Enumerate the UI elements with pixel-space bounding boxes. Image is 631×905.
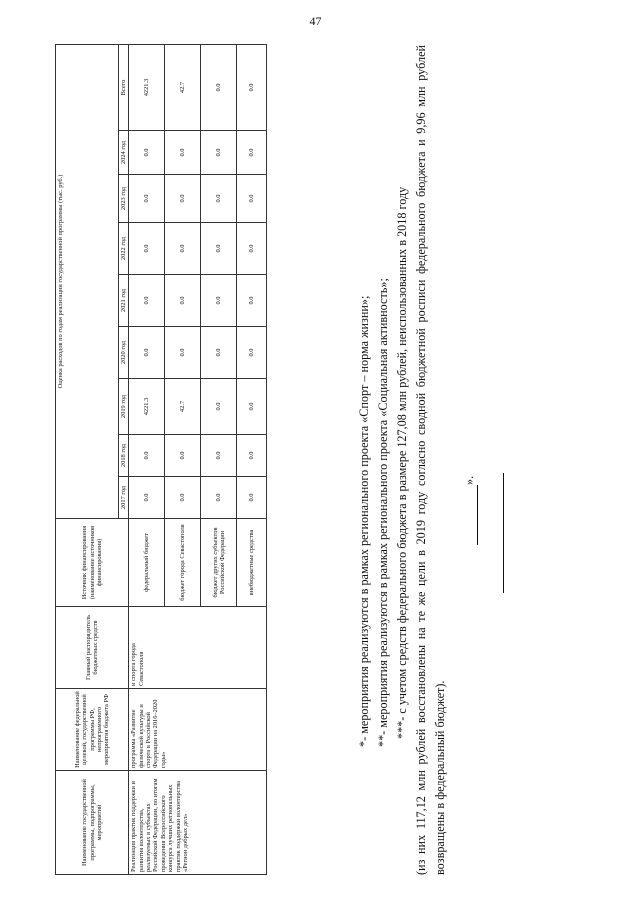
value-cell: 42.7 (165, 379, 201, 435)
value-cell: 0.0 (201, 223, 237, 275)
budget-table (55, 44, 267, 875)
activity-name-cell: Реализация практик поддержки и развития волонтерства, реализуемых в субъектах Российской Федерации, по итогам проведения Всероссийского конкурса лучших региональных практик поддержки волонтерства «Регион добрых дел» (129, 771, 267, 875)
header-year: 2023 год (119, 175, 129, 223)
total-cell: 0.0 (237, 44, 267, 130)
source-cell: бюджет города Севастополя (165, 519, 201, 607)
value-cell: 0.0 (237, 435, 267, 477)
end-rule (502, 473, 504, 593)
value-cell: 0.0 (165, 435, 201, 477)
value-cell: 0.0 (129, 175, 165, 223)
value-cell: 0.0 (129, 435, 165, 477)
header-year: 2018 год (119, 435, 129, 477)
value-cell: 0.0 (201, 379, 237, 435)
value-cell: 0.0 (129, 223, 165, 275)
footnote-3: ***- с учетом средств федерального бюджета в размере 127,08 млн рублей, неиспользованных в 2018 году (394, 186, 409, 739)
value-cell: 0.0 (237, 379, 267, 435)
value-cell: 0.0 (129, 131, 165, 175)
value-cell: 0.0 (201, 435, 237, 477)
header-year: 2020 год (119, 327, 129, 379)
footnote-1: *- мероприятия реализуются в рамках регионального проекта «Спорт – норма жизни»; (357, 295, 371, 747)
header-total: Всего (119, 44, 129, 130)
distributor-cell: и спорта города Севастополя (129, 607, 267, 689)
header-year: 2019 год (119, 379, 129, 435)
value-cell: 4221.3 (129, 379, 165, 435)
signature-line (467, 485, 478, 545)
value-cell: 0.0 (237, 131, 267, 175)
header-year: 2024 год (119, 131, 129, 175)
value-cell: 0.0 (237, 175, 267, 223)
value-cell: 0.0 (201, 327, 237, 379)
value-cell: 0.0 (201, 477, 237, 519)
value-cell: 0.0 (165, 327, 201, 379)
value-cell: 0.0 (165, 275, 201, 327)
footnotes (355, 45, 504, 875)
value-cell: 0.0 (165, 223, 201, 275)
total-cell: 0.0 (201, 44, 237, 130)
footnote-3-continued: (из них 117,12 млн рублей восстановлены на те же цели в 2019 году согласно сводной бюджетной росписи федерального бюджета и 9,96 млн рублей возвращены в федеральный бюджет). (413, 45, 447, 875)
source-cell: федеральный бюджет (129, 519, 165, 607)
value-cell: 0.0 (201, 131, 237, 175)
header-year: 2021 год (119, 275, 129, 327)
page-number: 47 (309, 14, 322, 28)
value-cell: 0.0 (165, 131, 201, 175)
value-cell: 0.0 (237, 275, 267, 327)
value-cell: 0.0 (165, 477, 201, 519)
rotated-page-content (55, 45, 615, 875)
source-cell: внебюджетные средства (237, 519, 267, 607)
header-program-name: Наименование государственной программы, подпрограммы, мероприятий (56, 771, 129, 875)
total-cell: 42.7 (165, 44, 201, 130)
header-year: 2017 год (119, 477, 129, 519)
total-cell: 4221.3 (129, 44, 165, 130)
program-name-cell: программа «Развитие физической культуры и спорта в Российской Федерации на 2016–2020 годы» (129, 689, 267, 771)
value-cell: 0.0 (201, 175, 237, 223)
closing-mark (460, 45, 479, 875)
header-year: 2022 год (119, 223, 129, 275)
header-distributor: Главный распорядитель бюджетных средств (56, 607, 129, 689)
value-cell: 0.0 (237, 223, 267, 275)
header-estimate: Оценка расходов по годам реализации государственной программы (тыс. руб.) (56, 44, 119, 518)
header-federal-program: Наименование федеральной целевой, государственной программы РФ, непрограммного мероприятия бюджета РФ (56, 689, 129, 771)
footnote-2: **- мероприятия реализуются в рамках регионального проекта «Социальная активность»; (375, 278, 390, 747)
header-source: Источник финансирования (наименование источников финансирования) (56, 519, 129, 607)
closing-quote: ». (461, 475, 476, 485)
value-cell: 0.0 (129, 327, 165, 379)
value-cell: 0.0 (237, 327, 267, 379)
value-cell: 0.0 (201, 275, 237, 327)
value-cell: 0.0 (165, 175, 201, 223)
value-cell: 0.0 (129, 477, 165, 519)
source-cell: бюджет других субъектов Российской Федерации (201, 519, 237, 607)
value-cell: 0.0 (129, 275, 165, 327)
value-cell: 0.0 (237, 477, 267, 519)
